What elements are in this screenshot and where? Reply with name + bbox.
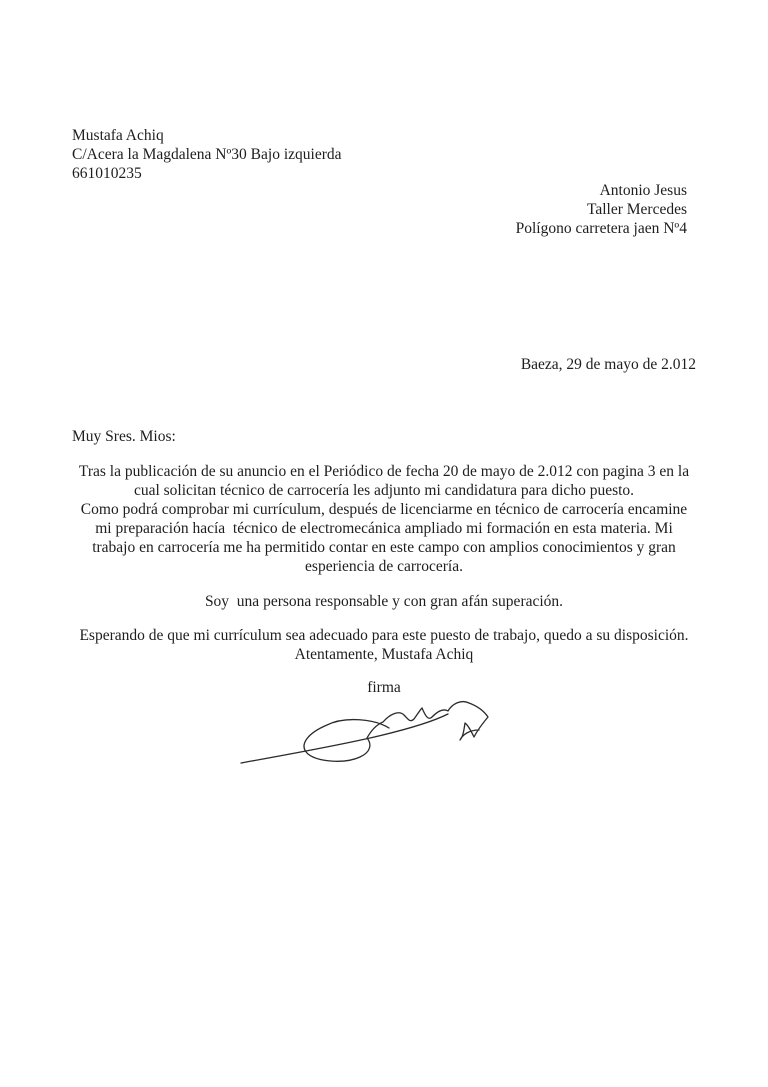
signoff-line: Atentamente, Mustafa Achiq	[294, 646, 474, 663]
recipient-address: Polígono carretera jaen Nº4	[515, 220, 687, 237]
date-line: Baeza, 29 de mayo de 2.012	[520, 356, 696, 373]
body-paragraph	[64, 462, 704, 576]
sender-block	[72, 126, 342, 183]
recipient-name: Antonio Jesus	[599, 182, 687, 199]
body-line: cual solicitan técnico de carrocería les adjunto mi candidatura para dicho puesto.	[133, 482, 635, 499]
body-line: esperiencia de carrocería.	[305, 558, 463, 575]
recipient-block	[516, 181, 687, 238]
sender-phone: 661010235	[72, 165, 142, 182]
signature-label: firma	[367, 679, 401, 696]
closing-block	[64, 626, 704, 664]
body-line: mi preparación hacía técnico de electromecánica ampliado mi formación en esta materia. Mi	[95, 520, 673, 537]
body-line: Como podrá comprobar mi currículum, después de licenciarme en técnico de carrocería encamine	[80, 501, 688, 518]
recipient-company: Taller Mercedes	[586, 201, 687, 218]
signature-scribble	[228, 692, 504, 776]
body-line: trabajo en carrocería me ha permitido contar en este campo con amplios conocimientos y gran	[92, 539, 676, 556]
sender-address: C/Acera la Magdalena Nº30 Bajo izquierda	[72, 146, 342, 163]
body-line: Tras la publicación de su anuncio en el Periódico de fecha 20 de mayo de 2.012 con pagina 3 en la	[78, 463, 690, 480]
signature-tail-stroke	[241, 714, 448, 763]
sender-name: Mustafa Achiq	[72, 127, 164, 144]
statement-line: Soy una persona responsable y con gran afán superación.	[204, 593, 564, 610]
salutation: Muy Sres. Mios:	[72, 428, 176, 445]
closing-line: Esperando de que mi currículum sea adecuado para este puesto de trabajo, quedo a su disposición.	[79, 627, 689, 644]
